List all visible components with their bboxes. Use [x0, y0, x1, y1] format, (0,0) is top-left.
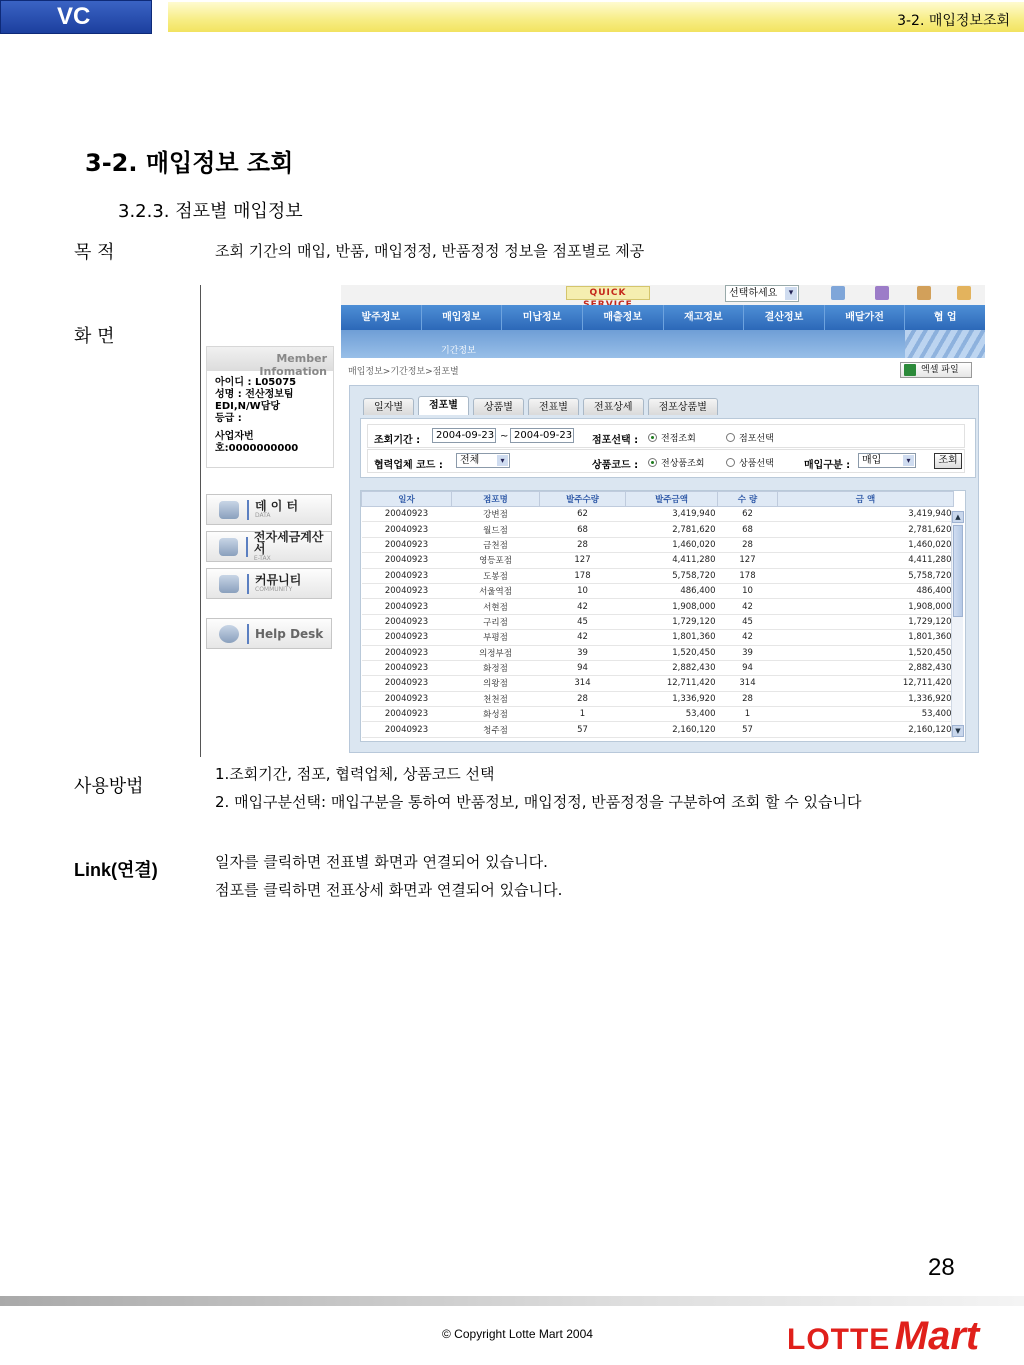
- order-amount-cell: 4,411,280: [626, 553, 718, 568]
- amount-cell: 2,882,430: [778, 660, 954, 675]
- table-row: [362, 722, 954, 737]
- store-cell[interactable]: 부평점: [452, 630, 540, 645]
- sub-nav: [341, 330, 985, 358]
- nav-settlement[interactable]: 결산정보: [744, 305, 825, 330]
- table-row: [362, 522, 954, 537]
- order-qty-cell: 62: [540, 507, 626, 522]
- radio-all-stores[interactable]: [648, 431, 696, 444]
- member-info-title: Member Infomation: [207, 347, 333, 371]
- footer-bar: [0, 1296, 1024, 1306]
- qty-cell: 62: [718, 507, 778, 522]
- order-amount-cell: 1,460,020: [626, 537, 718, 552]
- order-amount-cell: 53,400: [626, 707, 718, 722]
- tab-by-store[interactable]: 점포별: [418, 396, 469, 415]
- excel-export-button[interactable]: [900, 362, 972, 378]
- amount-cell: 3,419,940: [778, 507, 954, 522]
- table-row: [362, 630, 954, 645]
- order-qty-cell: 94: [540, 660, 626, 675]
- order-amount-cell: 486,400: [626, 583, 718, 598]
- breadcrumb: 매입정보>기간정보>점포별: [348, 367, 459, 377]
- order-qty-cell: 68: [540, 522, 626, 537]
- order-amount-cell: 5,758,720: [626, 568, 718, 583]
- side-etax-button[interactable]: [206, 531, 332, 562]
- date-cell[interactable]: 20040923: [362, 507, 452, 522]
- header-section-title: 3-2. 매입정보조회: [897, 13, 1010, 29]
- quick-service-bar: [341, 285, 985, 305]
- radio-all-products[interactable]: [648, 456, 704, 469]
- screen-label: 화 면: [74, 326, 115, 347]
- qty-cell: 45: [718, 614, 778, 629]
- order-qty-cell: 45: [540, 614, 626, 629]
- order-amount-cell: 3,419,940: [626, 507, 718, 522]
- header-bar: [168, 2, 1024, 32]
- store-cell[interactable]: 강변점: [452, 507, 540, 522]
- date-cell[interactable]: 20040923: [362, 599, 452, 614]
- tab-by-slip[interactable]: 전표별: [528, 398, 579, 415]
- separator: [247, 574, 249, 594]
- quick-service-label[interactable]: QUICK: [566, 286, 650, 300]
- date-cell[interactable]: 20040923: [362, 676, 452, 691]
- condition-row-1: [367, 424, 965, 448]
- date-cell[interactable]: 20040923: [362, 583, 452, 598]
- table-row: [362, 660, 954, 675]
- scroll-thumb[interactable]: [953, 525, 963, 617]
- search-conditions: [360, 418, 976, 478]
- table-row: [362, 707, 954, 722]
- nav-purchase[interactable]: 매입정보: [422, 305, 503, 330]
- order-amount-cell: 1,908,000: [626, 599, 718, 614]
- nav-order[interactable]: 발주정보: [341, 305, 422, 330]
- order-qty-cell: 42: [540, 599, 626, 614]
- scroll-down-arrow-icon[interactable]: ▼: [952, 725, 964, 737]
- main-nav: [341, 305, 985, 330]
- date-cell[interactable]: 20040923: [362, 691, 452, 706]
- logo-lotte: LOTTE: [787, 1323, 891, 1356]
- qty-cell: 1: [718, 707, 778, 722]
- side-community-button[interactable]: [206, 568, 332, 599]
- table-row: [362, 583, 954, 598]
- store-cell[interactable]: 월드점: [452, 522, 540, 537]
- amount-cell: 486,400: [778, 583, 954, 598]
- order-qty-cell: 10: [540, 583, 626, 598]
- side-community-sub: COMMUNITY: [255, 586, 293, 593]
- date-cell[interactable]: 20040923: [362, 568, 452, 583]
- radio-all-products-label: 전상품조회: [661, 459, 705, 469]
- qty-cell: 127: [718, 553, 778, 568]
- condition-row-2: [367, 449, 965, 473]
- separator: [246, 537, 248, 557]
- vendor-code-label: 협력업체 코드 :: [374, 460, 443, 471]
- qty-cell: 57: [718, 722, 778, 737]
- calendar-icon[interactable]: [917, 286, 931, 300]
- period-label: 조회기간 :: [374, 435, 421, 446]
- side-etax-sub: E-TAX: [253, 555, 271, 562]
- amount-cell: 5,758,720: [778, 568, 954, 583]
- table-row: [362, 599, 954, 614]
- amount-cell: 4,411,280: [778, 553, 954, 568]
- etax-icon: [219, 538, 238, 556]
- order-amount-cell: 1,520,450: [626, 645, 718, 660]
- amount-cell: 2,160,120: [778, 722, 954, 737]
- date-cell[interactable]: 20040923: [362, 707, 452, 722]
- amount-cell: 1,460,020: [778, 537, 954, 552]
- qty-cell: 68: [718, 522, 778, 537]
- qty-cell: 178: [718, 568, 778, 583]
- tip-icon[interactable]: [875, 286, 889, 300]
- column-header: 일자: [362, 492, 452, 507]
- usage-line-2: 2. 매입구분선택: 매입구분을 통하여 반품정보, 매입정정, 반품정정을 구분하여 조회 할 수 있습니다: [215, 793, 862, 811]
- date-cell[interactable]: 20040923: [362, 537, 452, 552]
- side-data-button[interactable]: [206, 494, 332, 525]
- separator: [247, 624, 249, 644]
- tab-store-product[interactable]: 점포상품별: [648, 398, 718, 415]
- amount-cell: 1,908,000: [778, 599, 954, 614]
- table-row: [362, 614, 954, 629]
- excel-button-label: 엑셀 파일: [921, 365, 959, 375]
- link-label: Link(연결): [74, 860, 158, 880]
- home-icon[interactable]: [831, 286, 845, 300]
- radio-pick-store[interactable]: [726, 431, 774, 444]
- member-grade: 등급 :: [215, 413, 242, 424]
- nav-delivery[interactable]: 배달가전: [825, 305, 906, 330]
- table-row: [362, 691, 954, 706]
- order-amount-cell: 2,882,430: [626, 660, 718, 675]
- grid-scrollbar[interactable]: [951, 511, 963, 737]
- usage-line-1: 1.조회기간, 점포, 협력업체, 상품코드 선택: [215, 765, 495, 783]
- page-subtitle: 3.2.3. 점포별 매입정보: [118, 201, 303, 222]
- column-header: 발주수량: [540, 492, 626, 507]
- date-from-input[interactable]: 2004-09-23: [432, 428, 496, 443]
- store-cell[interactable]: 의정부점: [452, 645, 540, 660]
- amount-cell: 2,781,620: [778, 522, 954, 537]
- excel-icon: [904, 364, 916, 376]
- order-qty-cell: 314: [540, 676, 626, 691]
- store-cell[interactable]: 구리점: [452, 614, 540, 629]
- qty-cell: 314: [718, 676, 778, 691]
- store-cell[interactable]: 서울역점: [452, 583, 540, 598]
- store-cell[interactable]: 화정점: [452, 660, 540, 675]
- order-qty-cell: 1: [540, 707, 626, 722]
- order-qty-cell: 127: [540, 553, 626, 568]
- radio-checked-icon: [648, 433, 657, 442]
- qty-cell: 28: [718, 537, 778, 552]
- member-bizno: 사업자번호:0000000000: [215, 431, 299, 454]
- store-cell[interactable]: 도봉점: [452, 568, 540, 583]
- data-icon: [219, 501, 239, 519]
- purchase-type-select[interactable]: 매입 ▾: [858, 453, 916, 468]
- order-qty-cell: 57: [540, 722, 626, 737]
- amount-cell: 1,729,120: [778, 614, 954, 629]
- table-body: [362, 507, 954, 738]
- column-header: 점포명: [452, 492, 540, 507]
- order-amount-cell: 2,160,120: [626, 722, 718, 737]
- store-cell[interactable]: 의왕점: [452, 676, 540, 691]
- member-info-box: [206, 346, 334, 468]
- result-grid: [360, 490, 966, 742]
- side-data-sub: DATA: [255, 512, 271, 519]
- amount-cell: 53,400: [778, 707, 954, 722]
- radio-unchecked-icon: [726, 458, 735, 467]
- user-icon[interactable]: [957, 286, 971, 300]
- purpose-text: 조회 기간의 매입, 반품, 매입정정, 반품정정 정보을 점포별로 제공: [215, 242, 645, 260]
- purchase-type-label: 매입구분 :: [804, 460, 851, 471]
- radio-pick-product-label: 상품선택: [739, 459, 774, 469]
- order-qty-cell: 39: [540, 645, 626, 660]
- qty-cell: 10: [718, 583, 778, 598]
- order-amount-cell: 12,711,420: [626, 676, 718, 691]
- nav-stock[interactable]: 재고정보: [664, 305, 745, 330]
- sub-nav-period[interactable]: 기간정보: [441, 346, 476, 356]
- order-amount-cell: 2,781,620: [626, 522, 718, 537]
- community-icon: [219, 575, 239, 593]
- column-header: 발주금액: [626, 492, 718, 507]
- side-helpdesk-button[interactable]: [206, 618, 332, 649]
- qty-cell: 42: [718, 630, 778, 645]
- column-header: 금 액: [778, 492, 954, 507]
- radio-checked-icon: [648, 458, 657, 467]
- usage-label: 사용방법: [74, 776, 144, 797]
- amount-cell: 1,801,360: [778, 630, 954, 645]
- table-row: [362, 568, 954, 583]
- date-cell[interactable]: 20040923: [362, 630, 452, 645]
- page-title: 3-2. 매입정보 조회: [85, 149, 294, 177]
- order-qty-cell: 28: [540, 537, 626, 552]
- store-cell[interactable]: 청주점: [452, 722, 540, 737]
- separator: [247, 500, 249, 520]
- screen-divider: [200, 285, 201, 757]
- tab-slip-detail[interactable]: 전표상세: [583, 398, 644, 415]
- vendor-code-select[interactable]: 전체 ▾: [456, 453, 510, 468]
- radio-all-stores-label: 전점조회: [661, 434, 696, 444]
- order-qty-cell: 42: [540, 630, 626, 645]
- header-decoration: [905, 330, 985, 358]
- store-cell[interactable]: 서현점: [452, 599, 540, 614]
- scroll-up-arrow-icon[interactable]: ▲: [952, 511, 964, 523]
- amount-cell: 1,520,450: [778, 645, 954, 660]
- side-etax-label: 전자세금계산서: [253, 530, 324, 556]
- radio-pick-product[interactable]: [726, 456, 774, 469]
- view-tabs: [363, 398, 718, 416]
- nav-unpaid[interactable]: 미납정보: [502, 305, 583, 330]
- member-id: 아이디 : L05075: [215, 377, 297, 388]
- table-row: [362, 507, 954, 522]
- nav-collab[interactable]: 협 업: [933, 312, 957, 323]
- page-number: 28: [928, 1254, 955, 1281]
- date-cell[interactable]: 20040923: [362, 614, 452, 629]
- side-data-label: 데 이 터: [255, 499, 299, 513]
- purpose-label: 목 적: [74, 242, 115, 263]
- quick-service-select[interactable]: 선택하세요 ▾: [725, 285, 799, 302]
- search-button[interactable]: 조회: [934, 453, 962, 469]
- date-cell[interactable]: 20040923: [362, 645, 452, 660]
- logo-mart: Mart: [894, 1314, 980, 1358]
- date-tilde: ~: [500, 431, 509, 442]
- date-cell[interactable]: 20040923: [362, 722, 452, 737]
- lotte-mart-logo: [787, 1314, 979, 1359]
- member-dept: EDI,N/W담당: [215, 401, 281, 412]
- table-row: [362, 537, 954, 552]
- store-select-label: 점포선택 :: [592, 435, 639, 446]
- result-table: [361, 491, 954, 738]
- tab-by-product[interactable]: 상품별: [473, 398, 524, 415]
- order-qty-cell: 28: [540, 691, 626, 706]
- radio-unchecked-icon: [726, 433, 735, 442]
- product-code-label: 상품코드 :: [592, 460, 639, 471]
- link-line-2: 점포를 클릭하면 전표상세 화면과 연결되어 있습니다.: [215, 881, 563, 899]
- column-header: 수 량: [718, 492, 778, 507]
- date-to-input[interactable]: 2004-09-23: [510, 428, 574, 443]
- side-community-label: 커뮤니티: [255, 573, 302, 587]
- table-header-row: [362, 492, 954, 507]
- member-name: 성명 : 전산정보팀: [215, 389, 294, 400]
- order-amount-cell: 1,336,920: [626, 691, 718, 706]
- table-row: [362, 676, 954, 691]
- date-cell[interactable]: 20040923: [362, 522, 452, 537]
- table-row: [362, 553, 954, 568]
- qty-cell: 42: [718, 599, 778, 614]
- copyright: © Copyright Lotte Mart 2004: [442, 1327, 593, 1341]
- link-line-1: 일자를 클릭하면 전표별 화면과 연결되어 있습니다.: [215, 853, 548, 871]
- helpdesk-icon: [219, 625, 239, 643]
- store-cell[interactable]: 화성점: [452, 707, 540, 722]
- vc-badge: VC: [0, 0, 152, 34]
- tab-by-date[interactable]: 일자별: [363, 398, 414, 415]
- date-cell[interactable]: 20040923: [362, 553, 452, 568]
- store-cell[interactable]: 천천점: [452, 691, 540, 706]
- order-amount-cell: 1,801,360: [626, 630, 718, 645]
- qty-cell: 94: [718, 660, 778, 675]
- order-amount-cell: 1,729,120: [626, 614, 718, 629]
- date-cell[interactable]: 20040923: [362, 660, 452, 675]
- order-qty-cell: 178: [540, 568, 626, 583]
- table-row: [362, 645, 954, 660]
- amount-cell: 1,336,920: [778, 691, 954, 706]
- side-helpdesk-label: Help Desk: [255, 626, 324, 641]
- qty-cell: 39: [718, 645, 778, 660]
- amount-cell: 12,711,420: [778, 676, 954, 691]
- radio-pick-store-label: 점포선택: [739, 434, 774, 444]
- nav-sales[interactable]: 매출정보: [583, 305, 664, 330]
- store-cell[interactable]: 금천점: [452, 537, 540, 552]
- store-cell[interactable]: 영등포점: [452, 553, 540, 568]
- qty-cell: 28: [718, 691, 778, 706]
